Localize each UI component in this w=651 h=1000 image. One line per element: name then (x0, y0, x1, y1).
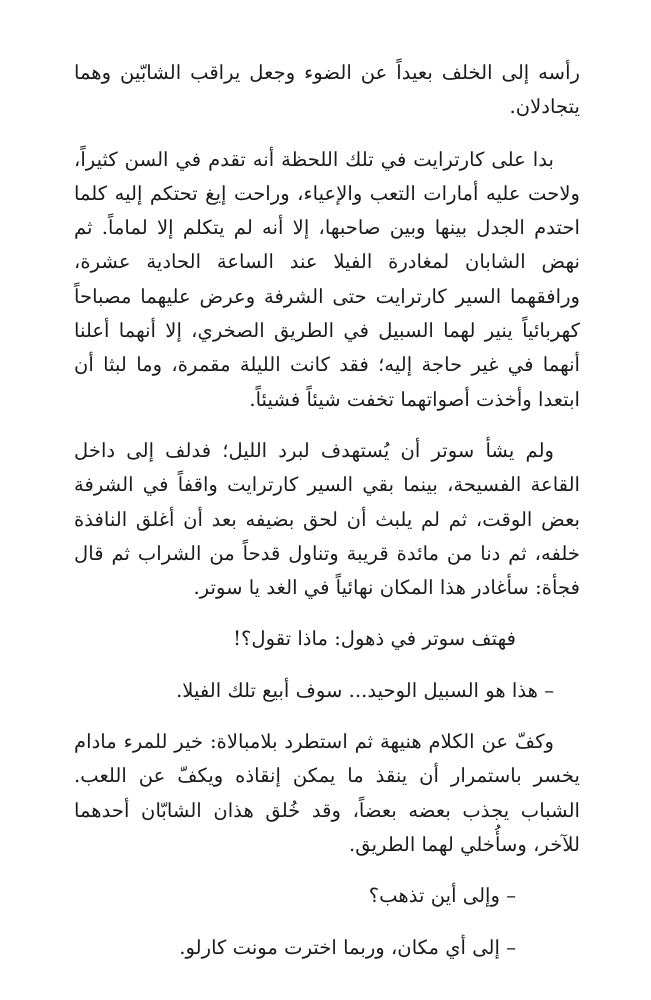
dialogue-only-way: – هذا هو السبيل الوحيد... سوف أبيع تلك الفيلا. (176, 678, 554, 702)
paragraph-continuation: رأسه إلى الخلف بعيداً عن الضوء وجعل يراقب الشابّين وهما يتجادلان. (74, 61, 580, 119)
paragraph-stops-playing: وكفّ عن الكلام هنيهة ثم استطرد بلامبالاة: خير للمرء مادام يخسر باستمرار أن ينقذ ما يمكن إنقاذه ويكفّ عن اللعب. الشباب يجذب بعضه بعضاً، وقد خُلق هذان الشابّان أحدهما للآخر، وسأُخلي لهما الطريق. (74, 730, 580, 856)
dialogue-monte-carlo: – إلى أي مكان، وربما اخترت مونت كارلو. (179, 935, 516, 959)
book-page (74, 56, 580, 982)
dialogue-sutter-exclaims: فهتف سوتر في ذهول: ماذا تقول؟! (233, 627, 516, 651)
paragraph-cartwright-aging: بدا على كارترايت في تلك اللحظة أنه تقدم في السن كثيراً، ولاحت عليه أمارات التعب والإعياء، وراحت إيغ تحتكم إليه كلما احتدم الجدل بينها وبين صاحبها، إلا أنه لم يتكلم إلا لماماً. ثم نهض الشابان لمغادرة الفيلا عند الساعة الحادية عشرة، ورافقهما السير كارترايت حتى الشرفة وعرض عليهما مصباحاً كهربائياً ينير لهما السبيل في الطريق الصخري، إلا أنهما أعلنا أنهما في غير حاجة إليه؛ فقد كانت الليلة مقمرة، وما لبثا أن ابتعدا وأخذت أصواتهما تخفت شيئاً فشيئاً. (74, 147, 580, 411)
dialogue-where-going: – وإلى أين تذهب؟ (368, 884, 516, 908)
paragraph-sutter-goes-inside: ولم يشأ سوتر أن يُستهدف لبرد الليل؛ فدلف إلى داخل القاعة الفسيحة، بينما بقي السير كارترايت واقفاً في الشرفة بعض الوقت، ثم لم يلبث أن لحق بضيفه بعد أن أغلق النافذة خلفه، ثم دنا من مائدة قريبة وتناول قدحاً من الشراب ثم قال فجأة: سأغادر هذا المكان نهائياً في الغد يا سوتر. (74, 438, 580, 600)
